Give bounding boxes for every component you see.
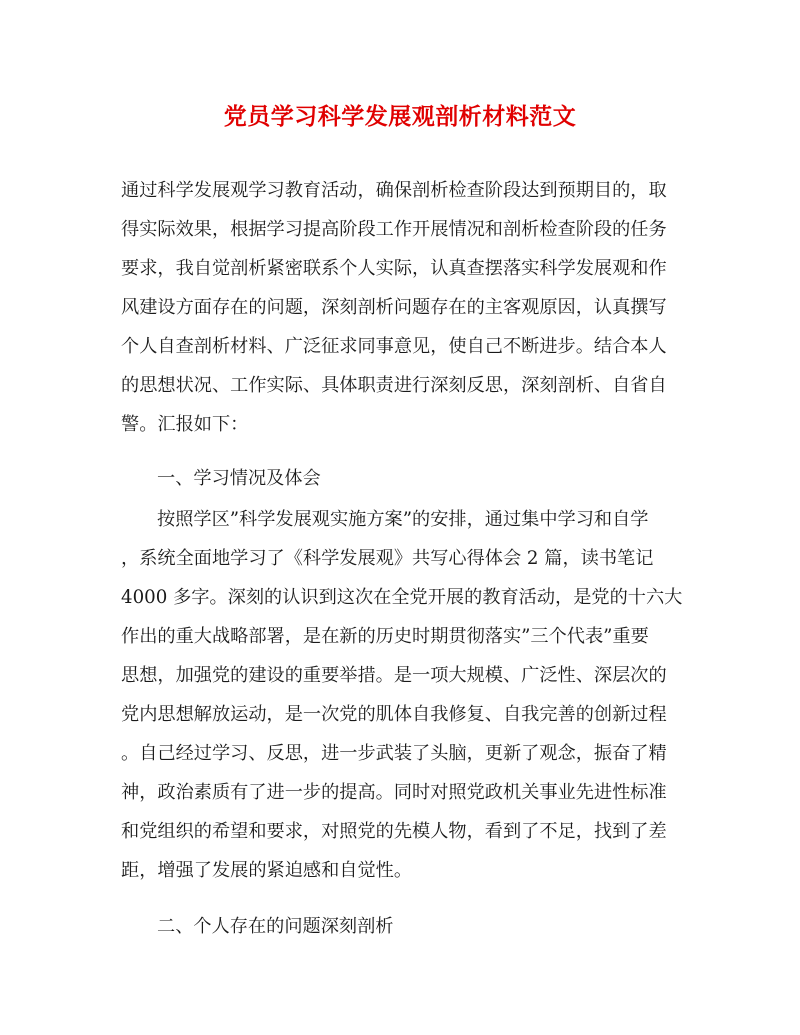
paragraph-2-line: 和党组织的希望和要求，对照党的先模人物，看到了不足，找到了差 [121,821,667,842]
paragraph-2-line: 4000 多字。深刻的认识到这次在全党开展的教育活动，是党的十六大 [121,587,683,608]
paragraph-1-line: 的思想状况、工作实际、具体职责进行深刻反思，深刻剖析、自省自 [121,375,667,396]
paragraph-2-line: 思想，加强党的建设的重要举措。是一项大规模、广泛性、深层次的 [121,665,667,686]
paragraph-2-line: 。自己经过学习、反思，进一步武装了头脑，更新了观念，振奋了精 [121,743,667,764]
paragraph-1-line: 得实际效果，根据学习提高阶段工作开展情况和剖析检查阶段的任务 [121,219,667,240]
document-title: 党员学习科学发展观剖析材料范文 [223,103,577,130]
paragraph-2-line: 作出的重大战略部署，是在新的历史时期贯彻落实”三个代表”重要 [121,626,649,647]
paragraph-1-line: 风建设方面存在的问题，深刻剖析问题存在的主客观原因，认真撰写 [121,297,667,318]
paragraph-1-line: 要求，我自觉剖析紧密联系个人实际，认真查摆落实科学发展观和作 [121,258,667,279]
paragraph-2-line: 党内思想解放运动，是一次党的肌体自我修复、自我完善的创新过程 [121,704,667,725]
section-heading-1: 一、学习情况及体会 [157,468,321,489]
paragraph-2-line: 距，增强了发展的紧迫感和自觉性。 [121,860,413,881]
paragraph-1-line: 个人自查剖析材料、广泛征求同事意见，使自己不断进步。结合本人 [121,336,667,357]
paragraph-1-line: 通过科学发展观学习教育活动，确保剖析检查阶段达到预期目的，取 [121,180,667,201]
paragraph-2-line: 神，政治素质有了进一步的提高。同时对照党政机关事业先进性标准 [121,782,667,803]
paragraph-2-line: 按照学区”科学发展观实施方案”的安排，通过集中学习和自学 [157,509,649,530]
paragraph-1-line: 警。汇报如下： [121,414,249,435]
paragraph-2-line: ，系统全面地学习了《科学发展观》共写心得体会 2 篇，读书笔记 [121,548,654,569]
section-heading-2: 二、个人存在的问题深刻剖析 [157,916,394,937]
